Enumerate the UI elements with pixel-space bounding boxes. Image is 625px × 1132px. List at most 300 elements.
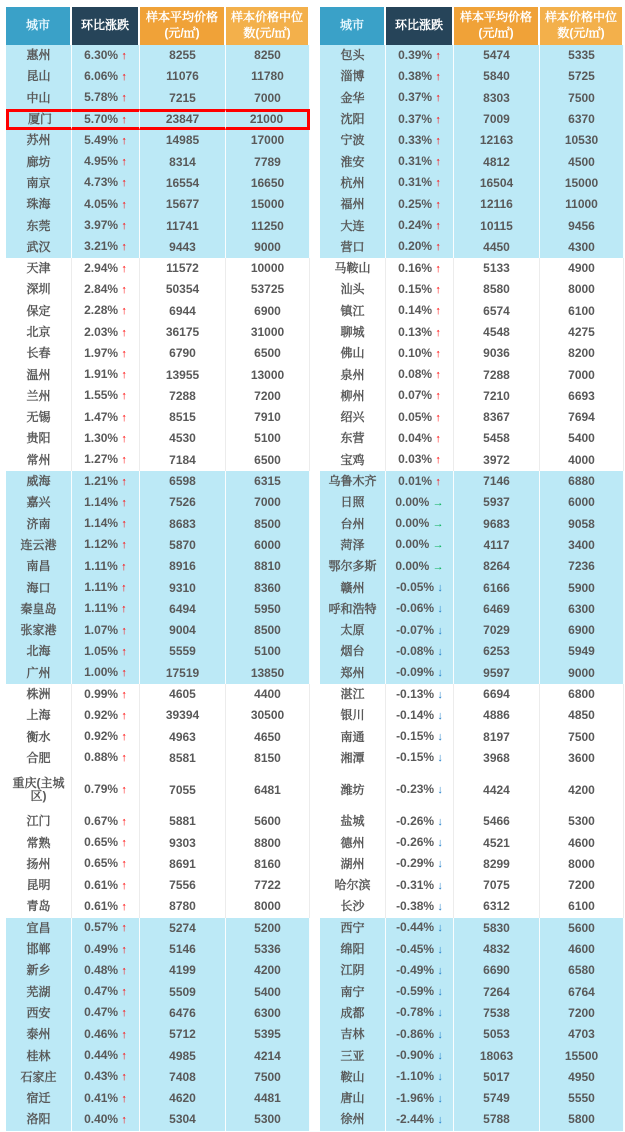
median-price-cell: 5300 xyxy=(540,811,624,832)
panel-gap xyxy=(310,875,320,896)
table-row xyxy=(6,854,624,875)
trend-up-arrow-icon: ↑ xyxy=(435,177,441,190)
avg-price-cell: 6690 xyxy=(454,960,540,981)
change-value: 1.14% xyxy=(84,516,122,531)
table-row xyxy=(6,1003,624,1024)
median-price-cell: 5395 xyxy=(226,1024,310,1045)
change-value: 0.14% xyxy=(398,303,436,318)
trend-flat-arrow-icon: → xyxy=(432,560,444,573)
trend-down-arrow-icon: ↓ xyxy=(437,986,443,999)
city-cell: 惠州 xyxy=(6,45,72,66)
change-cell xyxy=(386,811,454,832)
median-price-cell: 16650 xyxy=(226,173,310,194)
median-price-cell: 5950 xyxy=(226,599,310,620)
city-cell: 唐山 xyxy=(320,1088,386,1109)
change-value: 1.11% xyxy=(84,601,122,616)
change-value: 0.61% xyxy=(84,898,122,913)
change-cell xyxy=(72,343,140,364)
city-cell: 秦皇岛 xyxy=(6,599,72,620)
change-cell xyxy=(386,535,454,556)
median-price-cell: 5100 xyxy=(226,641,310,662)
median-price-cell: 6500 xyxy=(226,450,310,471)
median-price-cell: 7200 xyxy=(540,875,624,896)
change-value: 1.12% xyxy=(84,537,122,552)
avg-price-cell: 8197 xyxy=(454,727,540,748)
change-cell xyxy=(72,641,140,662)
table-row xyxy=(6,450,624,471)
change-cell xyxy=(72,1045,140,1066)
city-cell: 洛阳 xyxy=(6,1109,72,1130)
avg-price-cell: 8515 xyxy=(140,407,226,428)
avg-price-cell: 4985 xyxy=(140,1045,226,1066)
change-value: -0.08% xyxy=(396,643,438,658)
table-row xyxy=(6,109,624,130)
change-cell xyxy=(72,492,140,513)
trend-up-arrow-icon: ↑ xyxy=(121,560,127,573)
table-row xyxy=(6,428,624,449)
city-cell: 长春 xyxy=(6,343,72,364)
median-price-cell: 10000 xyxy=(226,258,310,279)
city-cell: 赣州 xyxy=(320,577,386,598)
avg-price-cell: 6494 xyxy=(140,599,226,620)
median-price-cell: 11000 xyxy=(540,194,624,215)
trend-up-arrow-icon: ↑ xyxy=(435,326,441,339)
median-price-cell: 8160 xyxy=(226,854,310,875)
change-cell xyxy=(386,854,454,875)
panel-gap xyxy=(310,343,320,364)
table-row xyxy=(6,514,624,535)
panel-gap xyxy=(310,727,320,748)
change-cell xyxy=(386,1067,454,1088)
change-cell xyxy=(72,556,140,577)
avg-price-cell: 5749 xyxy=(454,1088,540,1109)
table-row xyxy=(6,364,624,385)
panel-gap xyxy=(310,1088,320,1109)
change-value: 0.92% xyxy=(84,729,122,744)
city-cell: 大连 xyxy=(320,215,386,236)
avg-price-cell: 4199 xyxy=(140,960,226,981)
median-price-cell: 15500 xyxy=(540,1045,624,1066)
median-price-cell: 8000 xyxy=(540,279,624,300)
change-value: 5.49% xyxy=(84,132,122,147)
table-row xyxy=(6,875,624,896)
trend-up-arrow-icon: ↑ xyxy=(121,752,127,765)
city-cell: 宁波 xyxy=(320,130,386,151)
median-price-cell: 8800 xyxy=(226,832,310,853)
table-row xyxy=(6,386,624,407)
change-value: 0.40% xyxy=(84,1111,122,1126)
city-cell: 湛江 xyxy=(320,684,386,705)
median-price-cell: 7500 xyxy=(540,727,624,748)
change-value: 3.21% xyxy=(84,239,122,254)
median-price-cell: 6580 xyxy=(540,960,624,981)
avg-price-cell: 7075 xyxy=(454,875,540,896)
table-row xyxy=(6,1045,624,1066)
trend-up-arrow-icon: ↑ xyxy=(121,645,127,658)
panel-gap xyxy=(310,194,320,215)
trend-down-arrow-icon: ↓ xyxy=(437,858,443,871)
median-price-cell: 4200 xyxy=(226,960,310,981)
change-value: 0.37% xyxy=(398,111,436,126)
trend-down-arrow-icon: ↓ xyxy=(437,1007,443,1020)
median-price-cell: 6000 xyxy=(540,492,624,513)
median-price-cell: 8360 xyxy=(226,577,310,598)
change-value: -0.31% xyxy=(396,877,438,892)
change-value: -0.14% xyxy=(396,707,438,722)
change-cell xyxy=(386,1024,454,1045)
table-row xyxy=(6,769,624,811)
change-cell xyxy=(72,130,140,151)
avg-price-cell: 7288 xyxy=(454,364,540,385)
table-row xyxy=(6,556,624,577)
trend-up-arrow-icon: ↑ xyxy=(121,582,127,595)
avg-price-cell: 8580 xyxy=(454,279,540,300)
change-cell xyxy=(72,279,140,300)
median-price-cell: 7500 xyxy=(540,88,624,109)
trend-up-arrow-icon: ↑ xyxy=(121,1007,127,1020)
city-cell: 柳州 xyxy=(320,386,386,407)
change-value: 0.25% xyxy=(398,196,436,211)
change-value: 0.43% xyxy=(84,1069,122,1084)
city-cell: 桂林 xyxy=(6,1045,72,1066)
change-cell xyxy=(386,918,454,939)
avg-price-cell: 5017 xyxy=(454,1067,540,1088)
avg-price-cell: 6790 xyxy=(140,343,226,364)
table-row xyxy=(6,322,624,343)
change-value: 6.06% xyxy=(84,68,122,83)
trend-down-arrow-icon: ↓ xyxy=(437,1092,443,1105)
change-cell xyxy=(386,215,454,236)
change-value: 1.11% xyxy=(84,580,122,595)
avg-price-cell: 10115 xyxy=(454,215,540,236)
change-value: 0.00% xyxy=(395,516,433,531)
change-value: 6.30% xyxy=(84,47,122,62)
city-cell: 东营 xyxy=(320,428,386,449)
change-cell xyxy=(72,428,140,449)
change-cell xyxy=(386,875,454,896)
panel-gap xyxy=(310,450,320,471)
avg-price-cell: 7288 xyxy=(140,386,226,407)
change-cell xyxy=(386,748,454,769)
header-avg-price-left: 样本平均价格(元/㎡) xyxy=(140,7,226,45)
header-change-right: 环比涨跌 xyxy=(386,7,454,45)
median-price-cell: 4400 xyxy=(226,684,310,705)
change-cell xyxy=(386,1045,454,1066)
header-median-price-right: 样本价格中位数(元/㎡) xyxy=(540,7,624,45)
city-cell: 潍坊 xyxy=(320,769,386,811)
trend-up-arrow-icon: ↑ xyxy=(121,900,127,913)
median-price-cell: 4500 xyxy=(540,151,624,172)
city-cell: 菏泽 xyxy=(320,535,386,556)
avg-price-cell: 12163 xyxy=(454,130,540,151)
change-value: 0.99% xyxy=(84,686,122,701)
trend-down-arrow-icon: ↓ xyxy=(437,1028,443,1041)
change-value: 0.20% xyxy=(398,239,436,254)
city-cell: 淄博 xyxy=(320,66,386,87)
trend-up-arrow-icon: ↑ xyxy=(121,177,127,190)
median-price-cell: 4703 xyxy=(540,1024,624,1045)
panel-gap xyxy=(310,1045,320,1066)
median-price-cell: 7200 xyxy=(540,1003,624,1024)
change-cell xyxy=(386,258,454,279)
city-cell: 鞍山 xyxy=(320,1067,386,1088)
median-price-cell: 4600 xyxy=(540,832,624,853)
change-cell xyxy=(386,237,454,258)
panel-gap xyxy=(310,301,320,322)
median-price-cell: 13000 xyxy=(226,364,310,385)
trend-up-arrow-icon: ↑ xyxy=(121,1092,127,1105)
city-cell: 衡水 xyxy=(6,727,72,748)
trend-up-arrow-icon: ↑ xyxy=(121,241,127,254)
trend-up-arrow-icon: ↑ xyxy=(121,390,127,403)
median-price-cell: 21000 xyxy=(226,109,310,130)
table-row xyxy=(6,151,624,172)
city-cell: 武汉 xyxy=(6,237,72,258)
table-row xyxy=(6,684,624,705)
median-price-cell: 7200 xyxy=(226,386,310,407)
change-value: 1.27% xyxy=(84,452,122,467)
table-row xyxy=(6,939,624,960)
change-cell xyxy=(386,620,454,641)
change-cell xyxy=(72,896,140,917)
median-price-cell: 5550 xyxy=(540,1088,624,1109)
panel-gap xyxy=(310,215,320,236)
avg-price-cell: 7215 xyxy=(140,88,226,109)
trend-up-arrow-icon: ↑ xyxy=(121,220,127,233)
avg-price-cell: 5466 xyxy=(454,811,540,832)
city-cell: 马鞍山 xyxy=(320,258,386,279)
change-cell xyxy=(386,45,454,66)
city-cell: 株洲 xyxy=(6,684,72,705)
change-value: 0.46% xyxy=(84,1026,122,1041)
city-cell: 佛山 xyxy=(320,343,386,364)
change-value: 1.97% xyxy=(84,345,122,360)
table-row xyxy=(6,1088,624,1109)
change-value: 0.08% xyxy=(398,367,436,382)
avg-price-cell: 8264 xyxy=(454,556,540,577)
avg-price-cell: 7210 xyxy=(454,386,540,407)
change-cell xyxy=(386,896,454,917)
trend-up-arrow-icon: ↑ xyxy=(121,283,127,296)
avg-price-cell: 5559 xyxy=(140,641,226,662)
change-value: -0.90% xyxy=(396,1048,438,1062)
change-value: 0.00% xyxy=(395,558,433,573)
city-cell: 苏州 xyxy=(6,130,72,151)
table-row xyxy=(6,215,624,236)
change-cell xyxy=(386,471,454,492)
panel-gap xyxy=(310,918,320,939)
avg-price-cell: 4521 xyxy=(454,832,540,853)
city-cell: 上海 xyxy=(6,705,72,726)
trend-up-arrow-icon: ↑ xyxy=(435,198,441,211)
avg-price-cell: 7538 xyxy=(454,1003,540,1024)
change-cell xyxy=(386,343,454,364)
table-row xyxy=(6,1109,624,1130)
median-price-cell: 11250 xyxy=(226,215,310,236)
table-row xyxy=(6,727,624,748)
city-cell: 江门 xyxy=(6,811,72,832)
panel-gap xyxy=(310,620,320,641)
median-price-cell: 8200 xyxy=(540,343,624,364)
median-price-cell: 9000 xyxy=(226,237,310,258)
city-cell: 常州 xyxy=(6,450,72,471)
change-cell xyxy=(72,960,140,981)
median-price-cell: 7910 xyxy=(226,407,310,428)
trend-down-arrow-icon: ↓ xyxy=(437,709,443,722)
trend-up-arrow-icon: ↑ xyxy=(121,49,127,62)
city-cell: 银川 xyxy=(320,705,386,726)
panel-gap xyxy=(310,939,320,960)
trend-up-arrow-icon: ↑ xyxy=(121,879,127,892)
trend-down-arrow-icon: ↓ xyxy=(437,603,443,616)
trend-down-arrow-icon: ↓ xyxy=(437,1071,443,1084)
city-cell: 东莞 xyxy=(6,215,72,236)
city-cell: 合肥 xyxy=(6,748,72,769)
table-row xyxy=(6,66,624,87)
trend-up-arrow-icon: ↑ xyxy=(121,964,127,977)
trend-up-arrow-icon: ↑ xyxy=(121,1028,127,1041)
table-row xyxy=(6,194,624,215)
change-cell xyxy=(386,173,454,194)
change-cell xyxy=(386,109,454,130)
median-price-cell: 6693 xyxy=(540,386,624,407)
city-cell: 嘉兴 xyxy=(6,492,72,513)
change-value: 4.73% xyxy=(84,175,122,190)
change-cell xyxy=(386,663,454,684)
trend-up-arrow-icon: ↑ xyxy=(435,49,441,62)
change-value: 1.91% xyxy=(84,367,122,382)
change-cell xyxy=(72,194,140,215)
header-avg-price-right: 样本平均价格(元/㎡) xyxy=(454,7,540,45)
city-cell: 三亚 xyxy=(320,1045,386,1066)
change-value: -0.15% xyxy=(396,750,438,765)
median-price-cell: 5900 xyxy=(540,577,624,598)
panel-gap xyxy=(310,896,320,917)
city-cell: 江阴 xyxy=(320,960,386,981)
avg-price-cell: 7556 xyxy=(140,875,226,896)
table-row xyxy=(6,45,624,66)
panel-gap xyxy=(310,556,320,577)
trend-up-arrow-icon: ↑ xyxy=(121,667,127,680)
city-cell: 太原 xyxy=(320,620,386,641)
city-cell: 徐州 xyxy=(320,1109,386,1130)
change-value: -0.23% xyxy=(396,782,438,797)
city-cell: 深圳 xyxy=(6,279,72,300)
avg-price-cell: 8780 xyxy=(140,896,226,917)
avg-price-cell: 5053 xyxy=(454,1024,540,1045)
panel-gap xyxy=(310,854,320,875)
median-price-cell: 6100 xyxy=(540,301,624,322)
avg-price-cell: 9310 xyxy=(140,577,226,598)
median-price-cell: 6880 xyxy=(540,471,624,492)
median-price-cell: 6481 xyxy=(226,769,310,811)
median-price-cell: 8250 xyxy=(226,45,310,66)
change-value: -0.09% xyxy=(396,665,438,680)
change-cell xyxy=(386,684,454,705)
change-cell xyxy=(386,705,454,726)
median-price-cell: 6900 xyxy=(540,620,624,641)
trend-down-arrow-icon: ↓ xyxy=(437,645,443,658)
panel-gap xyxy=(310,663,320,684)
panel-gap xyxy=(310,364,320,385)
avg-price-cell: 8314 xyxy=(140,151,226,172)
change-value: 0.33% xyxy=(398,132,436,147)
median-price-cell: 5400 xyxy=(540,428,624,449)
change-cell xyxy=(386,1003,454,1024)
change-value: -0.86% xyxy=(396,1026,438,1041)
panel-gap xyxy=(310,1003,320,1024)
change-cell xyxy=(72,88,140,109)
city-cell: 扬州 xyxy=(6,854,72,875)
city-cell: 宿迁 xyxy=(6,1088,72,1109)
table-row xyxy=(6,237,624,258)
change-cell xyxy=(72,301,140,322)
change-cell xyxy=(386,1088,454,1109)
trend-up-arrow-icon: ↑ xyxy=(121,432,127,445)
city-cell: 绵阳 xyxy=(320,939,386,960)
change-value: 2.94% xyxy=(84,260,122,275)
change-cell xyxy=(72,875,140,896)
city-cell: 珠海 xyxy=(6,194,72,215)
change-cell xyxy=(72,450,140,471)
change-value: 0.01% xyxy=(398,473,436,488)
change-cell xyxy=(72,322,140,343)
avg-price-cell: 9036 xyxy=(454,343,540,364)
trend-down-arrow-icon: ↓ xyxy=(437,900,443,913)
median-price-cell: 15000 xyxy=(540,173,624,194)
median-price-cell: 6300 xyxy=(540,599,624,620)
city-cell: 西宁 xyxy=(320,918,386,939)
trend-up-arrow-icon: ↑ xyxy=(121,305,127,318)
median-price-cell: 5600 xyxy=(226,811,310,832)
trend-up-arrow-icon: ↑ xyxy=(435,475,441,488)
trend-up-arrow-icon: ↑ xyxy=(121,113,127,126)
change-cell xyxy=(386,322,454,343)
change-value: 2.84% xyxy=(84,281,122,296)
header-city-right: 城市 xyxy=(320,7,386,45)
median-price-cell: 6800 xyxy=(540,684,624,705)
panel-gap xyxy=(310,641,320,662)
table-row xyxy=(6,577,624,598)
avg-price-cell: 9303 xyxy=(140,832,226,853)
panel-gap xyxy=(310,428,320,449)
avg-price-cell: 4832 xyxy=(454,939,540,960)
median-price-cell: 4481 xyxy=(226,1088,310,1109)
panel-gap xyxy=(310,684,320,705)
city-cell: 邯郸 xyxy=(6,939,72,960)
change-value: 0.24% xyxy=(398,218,436,233)
city-cell: 福州 xyxy=(320,194,386,215)
change-value: 0.47% xyxy=(84,984,122,999)
city-cell: 成都 xyxy=(320,1003,386,1024)
change-value: -0.15% xyxy=(396,729,438,744)
trend-up-arrow-icon: ↑ xyxy=(435,369,441,382)
city-cell: 海口 xyxy=(6,577,72,598)
median-price-cell: 7000 xyxy=(226,88,310,109)
avg-price-cell: 8916 xyxy=(140,556,226,577)
avg-price-cell: 5509 xyxy=(140,981,226,1002)
trend-down-arrow-icon: ↓ xyxy=(437,837,443,850)
table-row xyxy=(6,748,624,769)
city-cell: 湘潭 xyxy=(320,748,386,769)
change-value: -0.59% xyxy=(396,984,438,999)
change-value: 0.92% xyxy=(84,707,122,722)
median-price-cell: 8500 xyxy=(226,620,310,641)
median-price-cell: 3400 xyxy=(540,535,624,556)
avg-price-cell: 23847 xyxy=(140,109,226,130)
avg-price-cell: 6166 xyxy=(454,577,540,598)
change-value: 1.00% xyxy=(84,665,122,680)
